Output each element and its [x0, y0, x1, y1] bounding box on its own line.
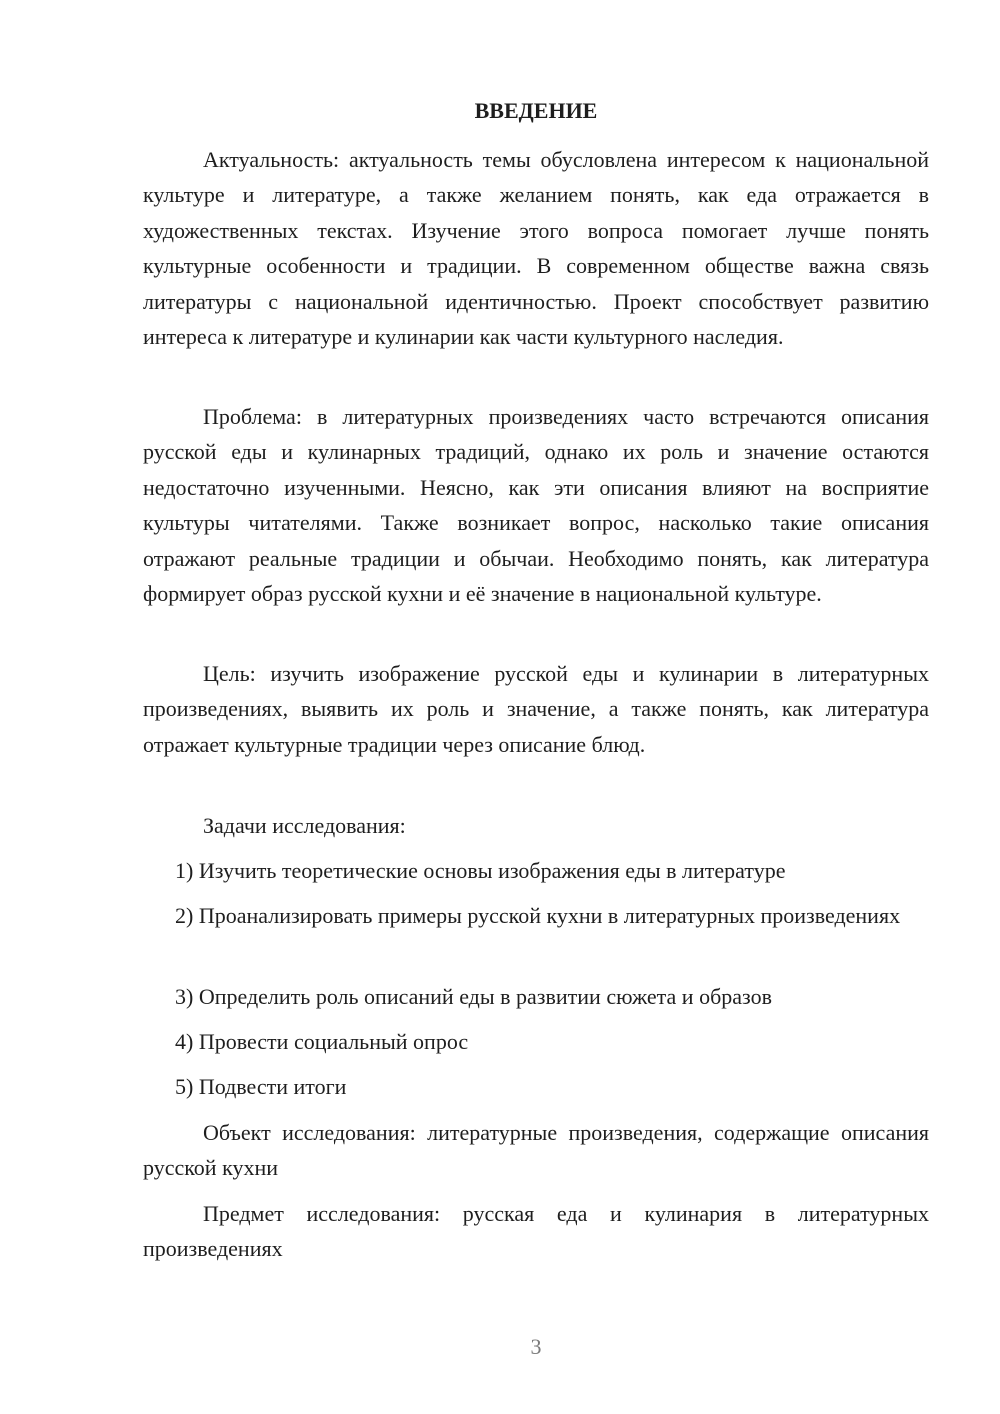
- tasks-heading: Задачи исследования:: [203, 813, 406, 838]
- task-item: 5) Подвести итоги: [175, 1074, 347, 1099]
- goal-paragraph: Цель: изучить изображение русской еды и кулинарии в литературных произведениях, выявить их роль и значение, а также понять, как литература отражает культурные традиции через описание блюд.: [143, 661, 929, 757]
- task-item: 4) Провести социальный опрос: [175, 1029, 469, 1054]
- object-paragraph: Объект исследования: литературные произведения, содержащие описания русской кухни: [143, 1120, 929, 1181]
- page-title: ВВЕДЕНИЕ: [474, 98, 598, 123]
- task-item: 2) Проанализировать примеры русской кухни в литературных произведениях: [175, 903, 901, 928]
- subject-paragraph: Предмет исследования: русская еда и кулинария в литературных произведениях: [143, 1201, 929, 1262]
- task-item: 1) Изучить теоретические основы изображения еды в литературе: [175, 858, 786, 883]
- page-number: 3: [530, 1334, 542, 1359]
- relevance-paragraph: Актуальность: актуальность темы обусловлена интересом к национальной культуре и литературе, а также желанием понять, как еда отражается в художественных текстах. Изучение этого вопроса помогает лучше понять культурные особенности и традиции. В современном обществе важна связь литературы с национальной идентичностью. Проект способствует развитию интереса к литературе и кулинарии как части культурного наследия.: [143, 147, 929, 350]
- problem-paragraph: Проблема: в литературных произведениях часто встречаются описания русской еды и кулинарных традиций, однако их роль и значение остаются недостаточно изученными. Неясно, как эти описания влияют на восприятие культуры читателями. Также возникает вопрос, насколько такие описания отражают реальные традиции и обычаи. Необходимо понять, как литература формирует образ русской кухни и её значение в национальной культуре.: [143, 404, 929, 607]
- task-item: 3) Определить роль описаний еды в развитии сюжета и образов: [175, 984, 772, 1009]
